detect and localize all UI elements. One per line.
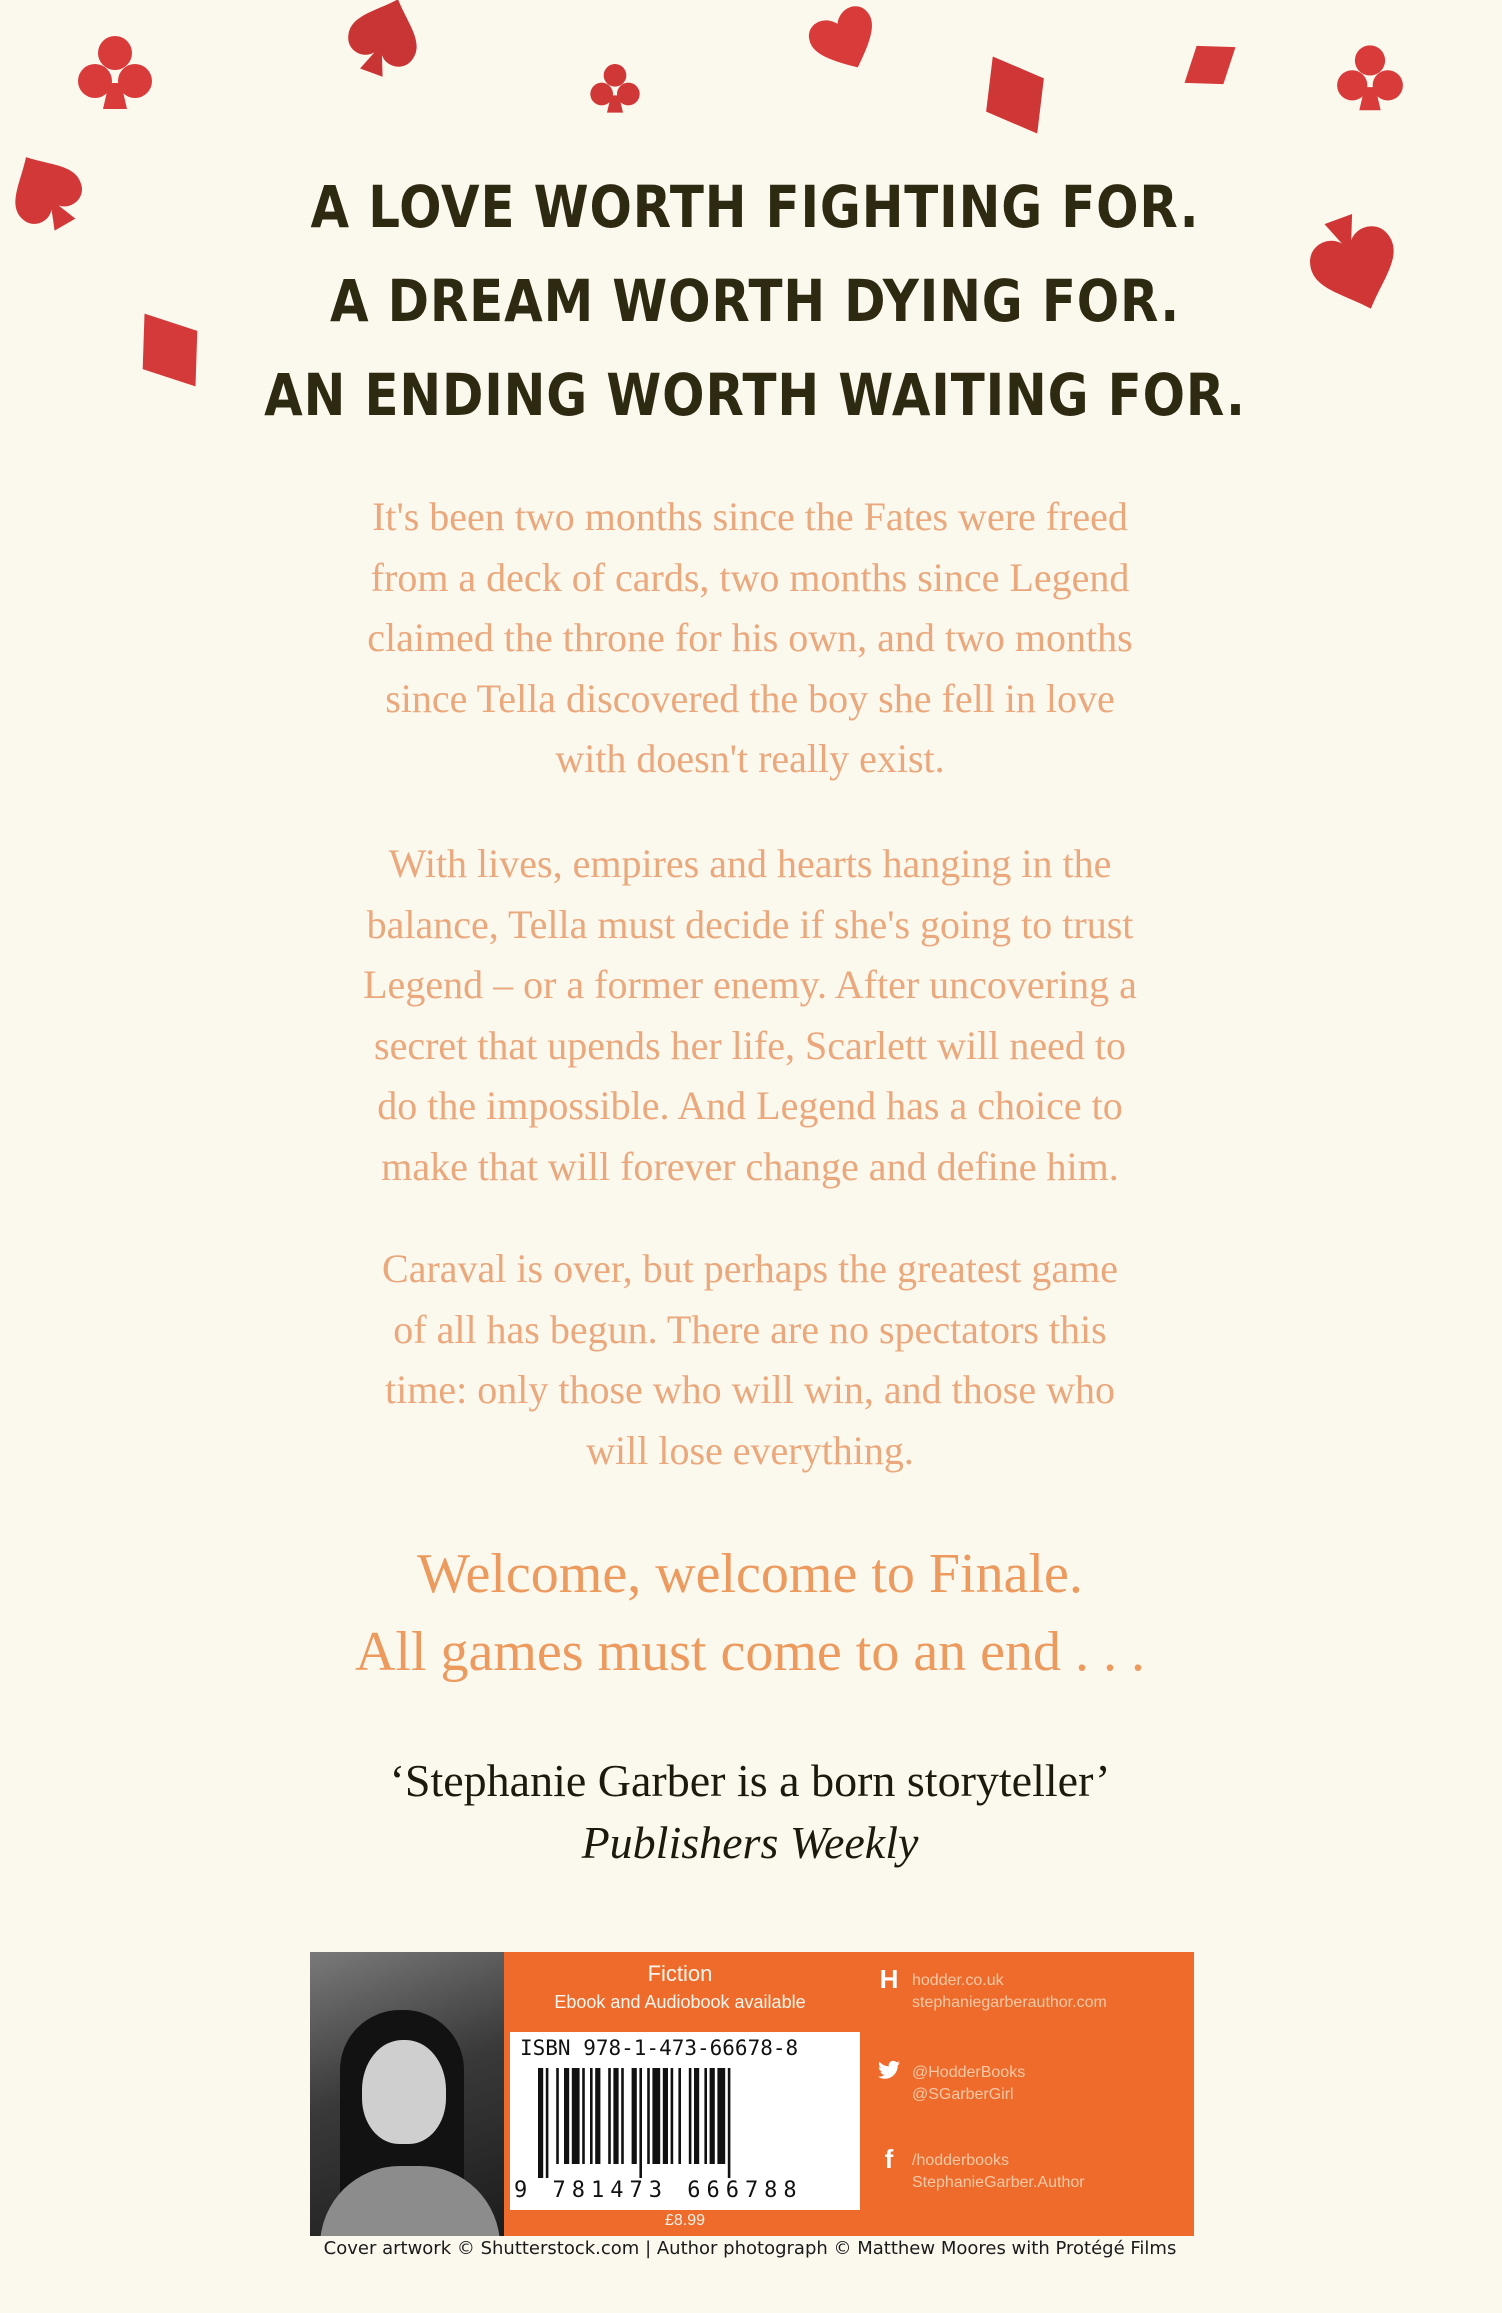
blurb-line: do the impossible. And Legend has a choice to — [377, 1083, 1123, 1128]
barcode — [538, 2068, 843, 2178]
diamond-icon — [1160, 30, 1260, 100]
blurb-line: from a deck of cards, two months since Legend — [370, 554, 1130, 600]
barcode-bar — [652, 2068, 660, 2164]
spade-icon — [1300, 210, 1410, 320]
barcode-bar — [717, 2068, 725, 2164]
review-quote — [200, 1750, 1300, 1874]
blurb-line: since Tella discovered the boy she fell in love — [385, 675, 1115, 721]
barcode-bar — [595, 2068, 600, 2164]
isbn-label: ISBN 978-1-473-66678-8 — [520, 2036, 799, 2060]
barcode-bar — [704, 2068, 707, 2164]
hodder-logo-icon: H — [879, 1964, 899, 1994]
web-link[interactable]: stephaniegarberauthor.com — [912, 1994, 1107, 2011]
club-icon — [1330, 40, 1410, 120]
tagline-line: AN ENDING WORTH WAITING FOR. — [264, 361, 1246, 429]
blurb-line: With lives, empires and hearts hanging in the — [388, 841, 1112, 886]
blurb-line: make that will forever change and define him. — [381, 1143, 1119, 1189]
spade-icon — [330, 0, 440, 80]
blurb-paragraph-1 — [270, 487, 1230, 790]
twitter-handle[interactable]: @SGarberGirl — [912, 2086, 1014, 2103]
blurb-line: secret that upends her life, Scarlett will need to — [374, 1022, 1126, 1068]
barcode-bar — [632, 2068, 637, 2164]
blurb-line: It's been two months since the Fates were freed — [372, 494, 1128, 539]
heart-icon — [790, 0, 900, 80]
formats-label: Ebook and Audiobook available — [554, 1992, 806, 2012]
barcode-number: 9 781473 666788 — [514, 2178, 803, 2203]
barcode-bar — [710, 2068, 715, 2164]
diamond-icon — [120, 290, 220, 410]
blurb-line: will lose everything. — [586, 1427, 914, 1473]
genre-label: Fiction — [647, 1961, 713, 1986]
barcode-bar — [564, 2068, 569, 2164]
barcode-bar — [639, 2068, 642, 2178]
welcome-line: Welcome, welcome to Finale. — [417, 1543, 1083, 1605]
barcode-bar — [572, 2068, 580, 2164]
twitter-icon — [876, 2060, 902, 2084]
price: £8.99 — [664, 2212, 706, 2229]
barcode-bar — [678, 2068, 681, 2164]
info-panel — [310, 1952, 1194, 2236]
tagline-line: A LOVE WORTH FIGHTING FOR. — [310, 173, 1200, 241]
spade-icon — [0, 120, 90, 260]
club-icon — [70, 30, 160, 120]
facebook-page[interactable]: StephanieGarber.Author — [912, 2174, 1085, 2191]
blurb-line: balance, Tella must decide if she's going to trust — [366, 901, 1134, 947]
barcode-bar — [647, 2068, 650, 2164]
welcome-text — [200, 1535, 1300, 1691]
barcode-bar — [621, 2068, 624, 2164]
facebook-icon: f — [884, 2144, 894, 2174]
tagline — [261, 160, 1250, 442]
barcode-bar — [556, 2068, 559, 2164]
author-photo — [310, 1952, 504, 2236]
blurb-line: claimed the throne for his own, and two months — [367, 615, 1133, 660]
quote-text: ‘Stephanie Garber is a born storyteller’ — [389, 1755, 1111, 1806]
blurb-line: of all has begun. There are no spectators this — [393, 1306, 1107, 1352]
blurb-line: time: only those who will win, and those who — [385, 1367, 1115, 1412]
blurb-paragraph-2 — [270, 834, 1230, 1197]
barcode-bar — [613, 2068, 618, 2164]
quote-source: Publishers Weekly — [581, 1817, 919, 1868]
blurb-line: Legend – or a former enemy. After uncovering a — [363, 962, 1137, 1007]
genre-block — [520, 1960, 840, 2016]
facebook-page[interactable]: /hodderbooks — [912, 2152, 1009, 2169]
barcode-bar — [689, 2068, 692, 2164]
tagline-line: A DREAM WORTH DYING FOR. — [329, 267, 1181, 335]
blurb-paragraph-3 — [270, 1239, 1230, 1481]
barcode-bar — [590, 2068, 593, 2164]
welcome-line: All games must come to an end . . . — [354, 1621, 1146, 1683]
barcode-bar — [538, 2068, 543, 2178]
barcode-bar — [671, 2068, 674, 2164]
barcode-bar — [728, 2068, 731, 2178]
twitter-handle[interactable]: @HodderBooks — [912, 2064, 1026, 2081]
credits-line: Cover artwork © Shutterstock.com | Author photograph © Matthew Moores with Protégé Films — [323, 2238, 1177, 2259]
barcode-bar — [582, 2068, 585, 2164]
blurb-line: Caraval is over, but perhaps the greatest game — [382, 1246, 1118, 1291]
barcode-bar — [608, 2068, 611, 2164]
blurb-line: with doesn't really exist. — [555, 736, 945, 781]
club-icon — [585, 60, 645, 120]
barcode-box — [510, 2032, 860, 2210]
diamond-icon — [965, 40, 1065, 150]
web-link[interactable]: hodder.co.uk — [912, 1972, 1004, 1989]
barcode-bar — [546, 2068, 549, 2178]
barcode-bar — [694, 2068, 699, 2164]
barcode-bar — [663, 2068, 668, 2164]
